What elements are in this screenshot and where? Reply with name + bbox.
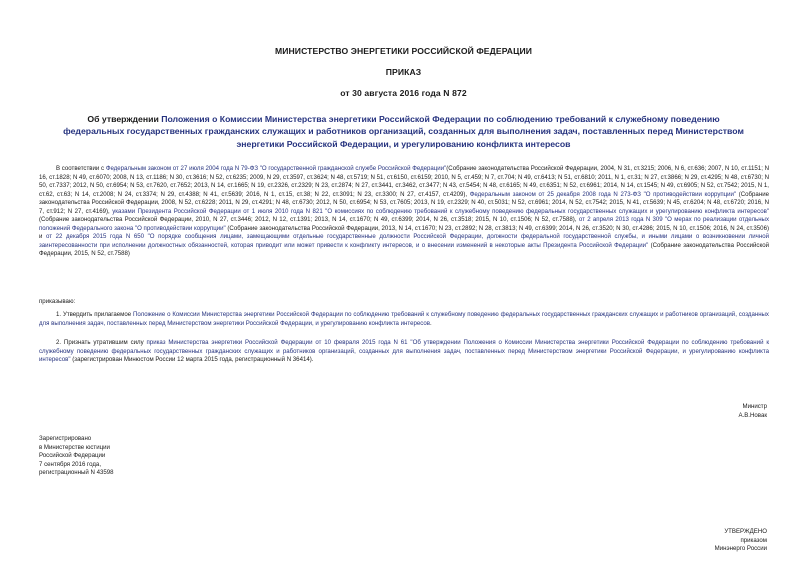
link-decree-309[interactable]: от 2 апреля 2013 года N 309 "О мерах по реализации отдельных положений Федерального закона "О противодействии коррупции" [39, 216, 769, 232]
registration-line-2: в Министерстве юстиции [39, 443, 110, 451]
ministry-heading: МИНИСТЕРСТВО ЭНЕРГЕТИКИ РОССИЙСКОЙ ФЕДЕРАЦИИ [274, 46, 533, 56]
link-order-61[interactable]: приказ Министерства энергетики Российской Федерации от 10 февраля 2015 года N 61 "Об утверждении Положения о Комиссии Министерства энергетики Российской Федерации по соблюдению требований к служебному поведению федеральных государственных гражданских служащих и работников организаций, созданных для выполнения задач, поставленных перед Министерством энергетики Российской Федерации, и урегулированию конфликта интересов" [39, 339, 769, 363]
link-decree-821[interactable]: указами Президента Российской Федерации от 1 июля 2010 года N 821 "О комиссиях по соблюдению требований к служебному поведению федеральных государственных служащих и урегулированию конфликта интересов" [112, 207, 769, 215]
registration-line-5: регистрационный N 43598 [39, 469, 114, 477]
preamble-text-1: В соответствии с [56, 165, 106, 172]
item-1-text-2: . [430, 319, 432, 327]
link-law-79fz[interactable]: Федеральным законом от 27 июля 2004 года N 79-ФЗ "О государственной гражданской службе Российской Федерации" [105, 165, 447, 172]
approved-line-1: УТВЕРЖДЕНО [724, 528, 767, 535]
order-word: приказываю: [39, 298, 76, 305]
preamble-text-6: (Собрание законодательства Российской Федерации, 2015, N 52, ст.7588) [39, 241, 769, 257]
signature-position: Министр [742, 403, 767, 410]
registration-block [39, 435, 114, 478]
item-1-paragraph [39, 311, 769, 328]
signature-block [738, 403, 767, 420]
approved-block [715, 528, 767, 554]
preamble-paragraph [39, 165, 769, 259]
link-decree-650[interactable]: от 22 декабря 2015 года N 650 "О порядке сообщения лицами, замещающими отдельные государственные должности Российской Федерации, должности федеральной государственной службы, и иными лицами о возникновении личной заинтересованности при исполнении должностных обязанностей, которая приводит или может привести к конфликту интересов, и о внесении изменений в некоторые акты Президента Российской Федерации" [39, 233, 769, 249]
document-title [60, 113, 747, 150]
registration-line-4: 7 сентября 2016 года, [39, 460, 102, 468]
preamble-text-4: (Собрание законодательства Российской Федерации, 2010, N 27, ст.3446; 2012, N 12, ст.1391; 2013, N 14, ст.1670; N 49, ст.6399; 2014, N 26, ст.3518; 2015, N 10, ст.1506; N 52, ст.7588), [39, 216, 579, 223]
item-2-text-1: 2. Признать утратившим силу [56, 339, 147, 346]
registration-line-1: Зарегистрировано [39, 435, 92, 442]
title-link[interactable]: Положения о Комиссии Министерства энергетики Российской Федерации по соблюдению требований к служебному поведению федеральных государственных гражданских служащих и работников организаций, созданных для выполнения задач, поставленных перед Министерством энергетики Российской Федерации, и урегулированию конфликта интересов [63, 114, 744, 149]
item-2-paragraph [39, 339, 769, 365]
approved-line-3: Минэнерго России [714, 545, 767, 553]
link-regulation[interactable]: Положение о Комиссии Министерства энергетики Российской Федерации по соблюдению требований к служебному поведению федеральных государственных гражданских служащих и работников организаций, созданных для выполнения задач, поставленных перед Министерством энергетики Российской Федерации, и урегулированию конфликта интересов [39, 311, 769, 327]
approved-line-2: приказом [740, 536, 767, 544]
doc-date-number: от 30 августа 2016 года N 872 [340, 88, 467, 98]
signature-name: А.В.Новак [738, 411, 767, 419]
item-2-text-2: (зарегистрирован Минюстом России 12 марта 2015 года, регистрационный N 36414). [70, 356, 314, 363]
link-law-273fz[interactable]: Федеральным законом от 25 декабря 2008 года N 273-ФЗ "О противодействии коррупции" [469, 190, 737, 198]
preamble-text-5: (Собрание законодательства Российской Федерации, 2013, N 14, ст.1670; N 23, ст.2892; N 28, ст.3813; N 49, ст.6399; 2014, N 26, ст.3520; N 30, ст.4286; 2015, N 10, ст.1506; 2016, N 24, ст.3506) и [39, 224, 769, 240]
registration-line-3: Российской Федерации [39, 452, 106, 460]
preamble-text-2: (Собрание законодательства Российской Федерации, 2004, N 31, ст.3215; 2006, N 6, ст.636; 2007, N 10, ст.1151; N 16, ст.1828; N 49, ст.6070; 2008, N 13, ст.1186; N 30, ст.3616; N 52, ст.6235; 2009, N 29, ст.3597, ст.3624; N 48, ст.5719; N 51, ст.6150, ст.6159; 2010, N 5, ст.459; N 7, ст.704; N 49, ст.6413; N 51, ст.6810; 2011, N 1, ст.31; N 27, ст.3866; N 29, ст.4295; N 48, ст.6730; N 50, ст.7337; 2012, N 50, ст.6954; N 53, ст.7620, ст.7652; 2013, N 14, ст.1665; N 19, ст.2326, ст.2329; N 23, ст.2874; N 27, ст.3441, ст.3462, ст.3477; N 43, ст.5454; N 48, ст.6165; N 49, ст.6351; N 52, ст.6961; 2014, N 14, ст.1545; N 49, ст.6905; N 52, ст.7542; 2015, N 1, ст.62, ст.63; N 14, ст.2008; N 24, ст.3374; N 29, ст.4388; N 41, ст.5639; 2016, N 1, ст.15, ст.38; N 22, ст.3091; N 23, ст.3300; N 27, ст.4157, ст.4209), [39, 165, 770, 198]
preamble-text-3: (Собрание законодательства Российской Федерации, 2008, N 52, ст.6228; 2011, N 29, ст.4291; N 48, ст.6730; 2012, N 50, ст.6954; N 53, ст.7605; 2013, N 19, ст.2329; N 40, ст.5031; N 52, ст.6961; 2014, N 52, ст.7542; 2015, N 41, ст.5639; N 45, ст.6204; N 48, ст.6720; 2016, N 7, ст.912; N 27, ст.4169), [39, 190, 769, 215]
item-1-text-1: 1. Утвердить прилагаемое [56, 311, 133, 318]
doc-type-heading: ПРИКАЗ [385, 67, 422, 77]
title-prefix: Об утверждении [87, 114, 162, 124]
